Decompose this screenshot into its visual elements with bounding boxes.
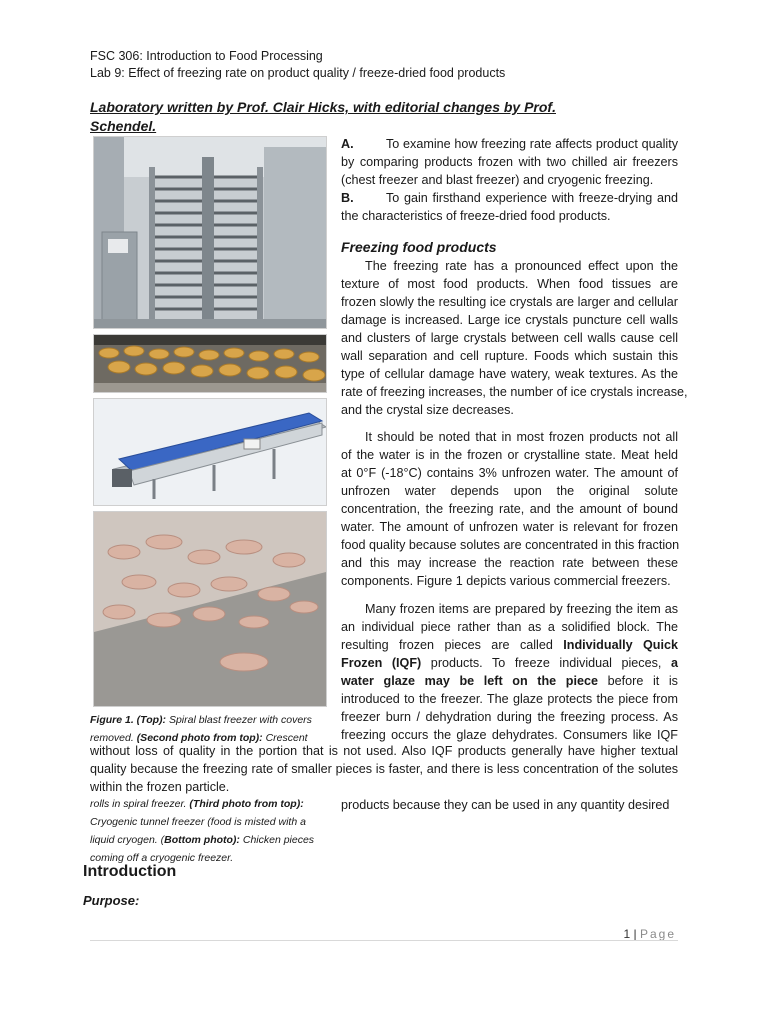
paragraph-line: It should be noted that in most frozen products not all — [365, 430, 678, 444]
caption-line: Cryogenic tunnel freezer (food is misted with a — [90, 816, 306, 828]
paragraph-line: resulting frozen pieces are called Individually Quick — [341, 638, 679, 652]
caption-line: liquid cryogen. (Bottom photo): Chicken pieces — [90, 834, 315, 846]
objective-b-line: To gain firsthand experience with freeze-drying and — [386, 191, 678, 205]
objective-b — [341, 189, 678, 225]
page-number-separator: | — [630, 927, 640, 941]
spiral-blast-freezer-photo — [93, 136, 327, 329]
caption-line: Figure 1. (Top): Spiral blast freezer with covers — [90, 714, 312, 726]
lab-title: Lab 9: Effect of freezing rate on product quality / freeze-dried food products — [90, 66, 506, 80]
paragraph-line: concentration, the freezing rate, and the amount of bound — [341, 502, 678, 516]
paragraph-iqf-continued — [90, 742, 678, 796]
paragraph-line: quality because the freezing rate of smaller pieces is faster, and there is less concentration of the solutes — [90, 762, 678, 776]
paragraph-line: components. Figure 1 depicts various commercial freezers. — [341, 574, 671, 588]
paragraph-line: damage is increased. Large ice crystals puncture cell walls — [341, 313, 678, 327]
water-glaze-emphasis: water glaze may be left on the piece — [341, 674, 599, 688]
paragraph-line: of the water is in the frozen or crystalline state. Meat held — [341, 448, 678, 462]
caption-line: removed. (Second photo from top): Crescent — [90, 732, 308, 744]
purpose-heading: Purpose: — [83, 893, 140, 908]
paragraph-line: The freezing rate has a pronounced effect upon the — [365, 259, 678, 273]
paragraph-line: frozen slowly the resulting ice crystals are larger and cellular — [341, 295, 678, 309]
paragraph-line: water. The amount of unfrozen water is relevant for frozen — [341, 520, 678, 534]
course-title: FSC 306: Introduction to Food Processing — [90, 49, 323, 63]
section-heading: Freezing food products — [341, 239, 497, 255]
cryogenic-tunnel-freezer-photo — [93, 398, 327, 506]
objective-b-line: the characteristics of freeze-dried food products. — [341, 209, 611, 223]
paragraph-line: rate of freezing increases, the number of ice crystals increase, — [341, 385, 688, 399]
crescent-rolls-photo — [93, 334, 327, 393]
paragraph-line: and this may increase the reaction rate between these — [341, 556, 678, 570]
footer-rule — [90, 940, 678, 941]
iqf-term: Individually Quick — [563, 638, 679, 652]
paragraph-line: introduced to the freezer. The glaze protects the piece from — [341, 692, 678, 706]
paragraph-line: water glaze may be left on the piece before it is — [341, 674, 678, 688]
paragraph-iqf-tail — [341, 796, 678, 814]
paragraph-line: at 0°F (-18°C) contains 3% unfrozen water. The amount of — [341, 466, 678, 480]
paragraph-line: and clusters of large crystals between cell walls cause cell — [341, 331, 678, 345]
page-number — [623, 927, 676, 941]
objective-b-label: B. — [341, 191, 354, 205]
paragraph-iqf — [341, 600, 678, 744]
chicken-pieces-photo — [93, 511, 327, 707]
paragraph-line: and the crystal size decreases. — [341, 403, 514, 417]
paragraph-line: an individual piece rather than as a solidified block. The — [341, 620, 678, 634]
objective-a-line: To examine how freezing rate affects product quality — [386, 137, 678, 151]
paragraph-line: unfrozen water depends upon the original solute — [341, 484, 678, 498]
paragraph-line: within the frozen particle. — [90, 780, 230, 794]
paragraph-line: type of cellular damage have watery, weak textures. As the — [341, 367, 678, 381]
page-number-value: 1 — [623, 927, 631, 941]
objective-a-line: (chest freezer and blast freezer) and cryogenic freezing. — [341, 173, 654, 187]
paragraph-freezing-rate — [341, 257, 688, 419]
paragraph-line: products because they can be used in any quantity desired — [341, 798, 670, 812]
caption-line: rolls in spiral freezer. (Third photo from top): — [90, 798, 304, 810]
figure-caption-continued — [90, 795, 328, 867]
paragraph-unfrozen-water — [341, 428, 678, 590]
paragraph-line: Many frozen items are prepared by freezing the item as — [365, 602, 678, 616]
objective-a-line: by comparing products frozen with two chilled air freezers — [341, 155, 678, 169]
paragraph-line: freezer burn / dehydration during the freezing process. As — [341, 710, 678, 724]
objective-a-label: A. — [341, 137, 354, 151]
caption-line: coming off a cryogenic freezer. — [90, 852, 234, 864]
paragraph-line: food quality because solutes are concentrated in this fraction — [341, 538, 680, 552]
objective-a — [341, 135, 678, 189]
paragraph-line: without loss of quality in the portion that is not used. Also IQF products generally have higher textual — [90, 744, 678, 758]
paragraph-line: freezing occurs the glaze dehydrates. Consumers like IQF — [341, 728, 678, 742]
author-line: Laboratory written by Prof. Clair Hicks, with editorial changes by Prof. Schendel. — [90, 99, 556, 134]
introduction-heading: Introduction — [83, 863, 177, 880]
page-word: Page — [639, 927, 676, 941]
paragraph-line: Frozen (IQF) products. To freeze individual pieces, a — [341, 656, 678, 670]
paragraph-line: wall separation and cell rupture. Foods which sustain this — [341, 349, 678, 363]
paragraph-line: texture of most food products. When food tissues are — [341, 277, 678, 291]
